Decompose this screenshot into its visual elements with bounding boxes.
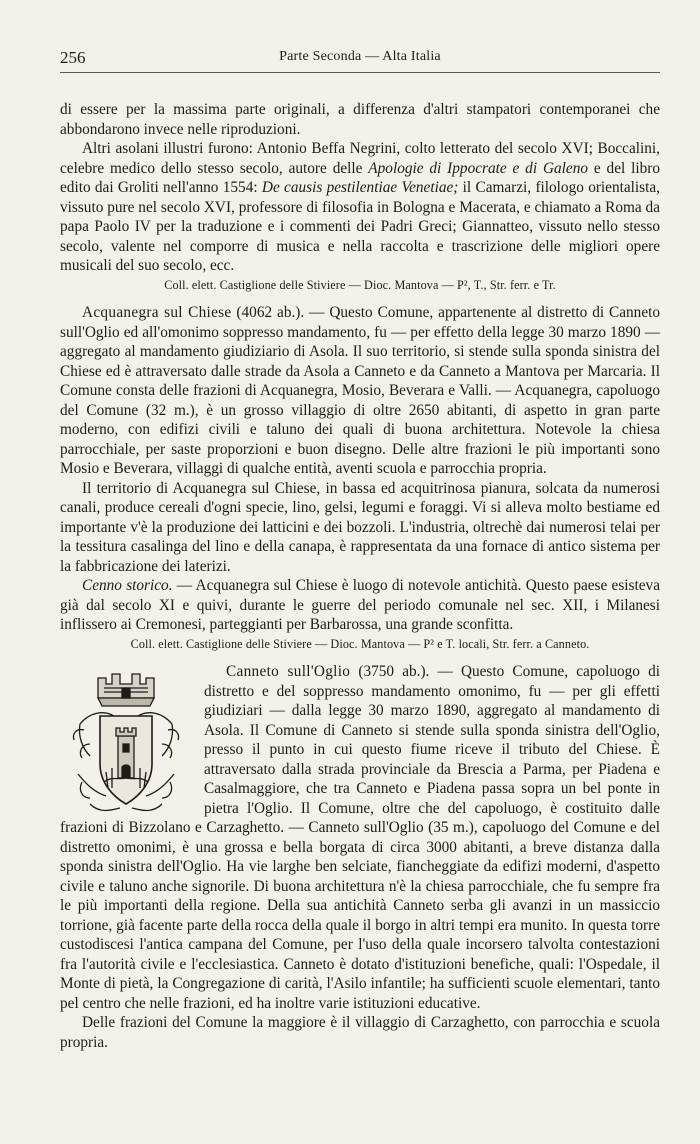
page-header [60, 44, 660, 68]
entry-title: Acquanegra sul Chiese [82, 304, 232, 321]
coat-of-arms-icon [60, 664, 192, 816]
page-number: 256 [60, 48, 86, 67]
text-run: — Acquanegra sul Chiese è luogo di notevole antichità. Questo paese esisteva già dal secolo XI e quivi, durante le guerre del periodo comunale nel sec. XII, i Milanesi inflissero ai Cremonesi, parteggianti per Barbarossa, una grande sconfitta. [60, 577, 660, 633]
text-run: (3750 ab.). — Questo Comune, capoluogo di distretto e del soppresso mandamento omonimo, fu — per gli effetti giudiziari — dalla legge 30 marzo 1890, aggregato al mandamento di Asola. Il Comune di Canneto si stende sulla sponda sinistra dell'Oglio, presso il punto in cui questo fiume riceve il tributo del Chiese. È attraversato dalla strada provinciale da Brescia a Parma, per Piadena e Casalmaggiore, che tra Canneto e Piadena passa sopra un bel ponte in pietra l'Oglio. Il Comune, oltre che del capoluogo, è costituito dalle frazioni di Bizzolano e Carzaghetto. — Canneto sull'Oglio (35 m.), capoluogo del Comune e del distretto omonimi, è una grossa e bella borgata di circa 3000 abitanti, a breve distanza dalla sponda sinistra dell'Oglio. Ha vie larghe ben selciate, fiancheggiate da edifizi moderni, d'aspetto civile e taluno anche signorile. Di buona architettura n'è la chiesa parrocchiale, che fu sempre fra le più importanti della regione. Della sua antichità Canneto serba gli avanzi in un massiccio torrione, già facente parte della rocca della quale il borgo in altri tempi era munito. In questa torre custodiscesi l'antica campana del Comune, per l'uso della quale incorsero talvolta contestazioni fra l'autorità civile e l'ecclesiastica. Canneto è dotato d'istituzioni benefiche, quali: l'Ospedale, il Monte di pietà, la Congregazione di carità, l'Asilo infantile; ha sufficienti scuole elementari, tanto pel centro che nelle frazioni, ed ha inoltre varie istituzioni educative. [60, 663, 660, 1012]
italic-title: Apologie di Ippocrate e di Galeno [368, 159, 588, 177]
header-rule [60, 72, 660, 73]
entry-title: Canneto sull'Oglio [226, 663, 351, 680]
body-text [60, 100, 660, 1052]
running-title: Parte Seconda — Alta Italia [279, 49, 441, 64]
text-run: Altri asolani illustri furono: Antonio Beffa Negrini, colto letterato del secolo XVI; Boccalini, celebre medico dello stesso secolo, autore delle [60, 140, 660, 177]
paragraph-asola-continued: di essere per la massima parte originali, a differenza d'altri stampatori contemporanei che abbondarono invece nelle riproduzioni. [60, 101, 660, 138]
section-label: Cenno storico. [82, 577, 173, 594]
text-run: e del libro edito dai Groliti nell'anno 1554: [60, 159, 660, 196]
text-run: il Camarzi, filologo orientalista, vissuto pure nel secolo XVI, professore di filosofia in Bologna e Macerata, e chiamato a Roma da papa Paolo IV per la traduzione e i commenti dei Padri Greci; Giannatteo, vissuto nello stesso secolo, valente nel comporre di musica e nella raccolta e trascrizione delle migliori opere musicali del suo secolo, ecc. [60, 179, 660, 274]
reference-line-acquanegra: Coll. elett. Castiglione delle Stiviere — Dioc. Mantova — P² e T. locali, Str. ferr. a Canneto. [130, 636, 590, 651]
paragraph-acquanegra [60, 303, 660, 479]
text-run: (4062 ab.). — Questo Comune, appartenente al distretto di Canneto sull'Oglio ed all'omonimo soppresso mandamento, fu — per effetto della legge 30 marzo 1890 — aggregato al mandamento giudiziario di Asola. Il suo territorio, si stende sulla sponda sinistra del Chiese ed è attraversato dalle strade da Asola a Canneto e da Canneto a Mantova per Marcaria. Il Comune consta delle frazioni di Acquanegra, Mosio, Beverara e Valli. — Acquanegra, capoluogo del Comune (32 m.), è un grosso villaggio di oltre 2650 abitanti, di aspetto in gran parte moderno, con edifizi civili e taluno dei quali di buona architettura. Notevole la chiesa parrocchiale, per saste proporzioni e buon disegno. Delle altre frazioni le più importanti sono Mosio e Beverara, villaggi di qualche entità, aventi scuola e parrocchia propria. [60, 304, 661, 477]
paragraph-acquanegra-territorio: Il territorio di Acquanegra sul Chiese, in bassa ed acquitrinosa pianura, solcata da numerosi canali, produce cereali d'ogni specie, lino, gelsi, legumi e foraggi. Vi si alleva molto bestiame ed importante v'è la produzione dei latticini e dei bozzoli. L'industria, oltrechè dai numerosi telai per la tessitura casalinga del lino e della canapa, è rappresentata da una fornace di antico sistema per la fabbricazione dei laterizi. [60, 479, 660, 575]
paragraph-cenno-storico [60, 576, 660, 635]
crest-drawing [60, 664, 192, 816]
paragraph-frazioni-canneto: Delle frazioni del Comune la maggiore è il villaggio di Carzaghetto, con parrocchia e scuola propria. [60, 1014, 660, 1051]
reference-line-asola: Coll. elett. Castiglione delle Stiviere — Dioc. Mantova — P², T., Str. ferr. e Tr. [164, 277, 556, 292]
paragraph-asolani-illustri [60, 139, 660, 276]
italic-title: De causis pestilentiae Venetiae; [261, 179, 459, 196]
